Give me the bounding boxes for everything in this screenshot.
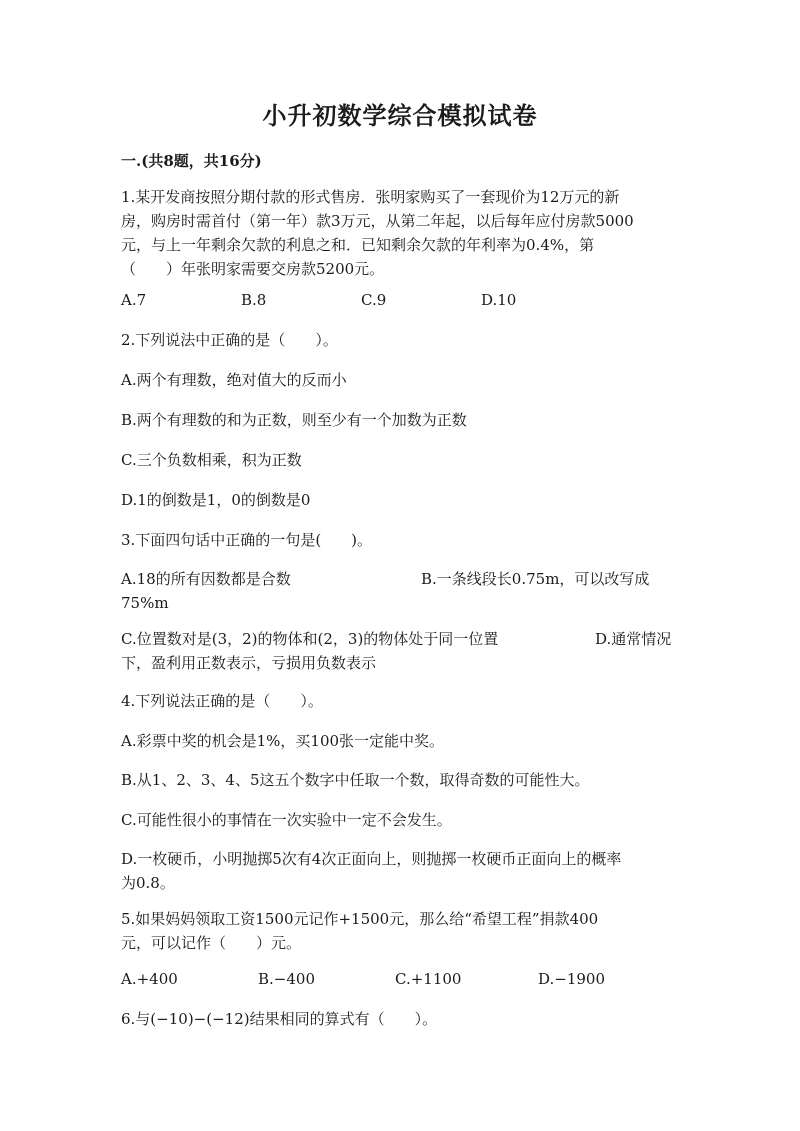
q3-option-b: B.一条线段长0.75m，可以改写成 (421, 570, 650, 588)
question-1-stem (121, 185, 681, 281)
q3-option-d-continued: 下，盈利用正数表示，亏损用负数表示 (121, 654, 377, 672)
question-line: 元，与上一年剩余欠款的利息之和．已知剩余欠款的年利率为0.4%，第 (121, 236, 595, 254)
q1-option-c: C.9 (361, 291, 387, 309)
q1-option-a: A.7 (121, 291, 147, 309)
q5-option-b: B.−400 (258, 970, 315, 988)
question-5-stem (121, 907, 681, 955)
q3-option-d: D.通常情况 (595, 630, 672, 648)
q1-option-d: D.10 (481, 291, 517, 309)
section-heading: 一.(共8题，共16分) (121, 152, 262, 170)
option-line: 为0.8。 (121, 874, 175, 892)
question-4-stem: 4.下列说法正确的是（ ）。 (121, 692, 323, 710)
q3-option-b-continued: 75%m (121, 594, 169, 612)
option-line: D.一枚硬币，小明抛掷5次有4次正面向上，则抛掷一枚硬币正面向上的概率 (121, 850, 622, 868)
page-title: 小升初数学综合模拟试卷 (262, 101, 538, 130)
q1-option-b: B.8 (241, 291, 267, 309)
question-2-stem: 2.下列说法中正确的是（ ）。 (121, 331, 338, 349)
question-6-stem: 6.与(−10)−(−12)结果相同的算式有（ ）。 (121, 1010, 438, 1028)
q4-option-a: A.彩票中奖的机会是1%，买100张一定能中奖。 (121, 732, 445, 750)
q5-option-d: D.−1900 (538, 970, 606, 988)
q5-option-c: C.+1100 (395, 970, 462, 988)
q5-option-a: A.+400 (121, 970, 178, 988)
q3-option-a: A.18的所有因数都是合数 (121, 570, 291, 588)
q2-option-d: D.1的倒数是1，0的倒数是0 (121, 491, 311, 509)
q3-option-c: C.位置数对是(3，2)的物体和(2，3)的物体处于同一位置 (121, 630, 499, 648)
question-3-stem: 3.下面四句话中正确的一句是( )。 (121, 531, 373, 549)
question-line: 房，购房时需首付（第一年）款3万元，从第二年起，以后每年应付房款5000 (121, 212, 634, 230)
q4-option-b: B.从1、2、3、4、5这五个数字中任取一个数，取得奇数的可能性大。 (121, 771, 590, 789)
question-line: 元，可以记作（ ）元。 (121, 934, 302, 952)
question-line: 5.如果妈妈领取工资1500元记作+1500元，那么给“希望工程”捐款400 (121, 910, 599, 928)
question-line: 1.某开发商按照分期付款的形式售房．张明家购买了一套现价为12万元的新 (121, 188, 620, 206)
q2-option-a: A.两个有理数，绝对值大的反而小 (121, 371, 347, 389)
q4-option-c: C.可能性很小的事情在一次实验中一定不会发生。 (121, 811, 452, 829)
q4-option-d (121, 847, 681, 895)
q2-option-c: C.三个负数相乘，积为正数 (121, 451, 302, 469)
question-line: （ ）年张明家需要交房款5200元。 (121, 260, 385, 278)
q2-option-b: B.两个有理数的和为正数，则至少有一个加数为正数 (121, 411, 467, 429)
